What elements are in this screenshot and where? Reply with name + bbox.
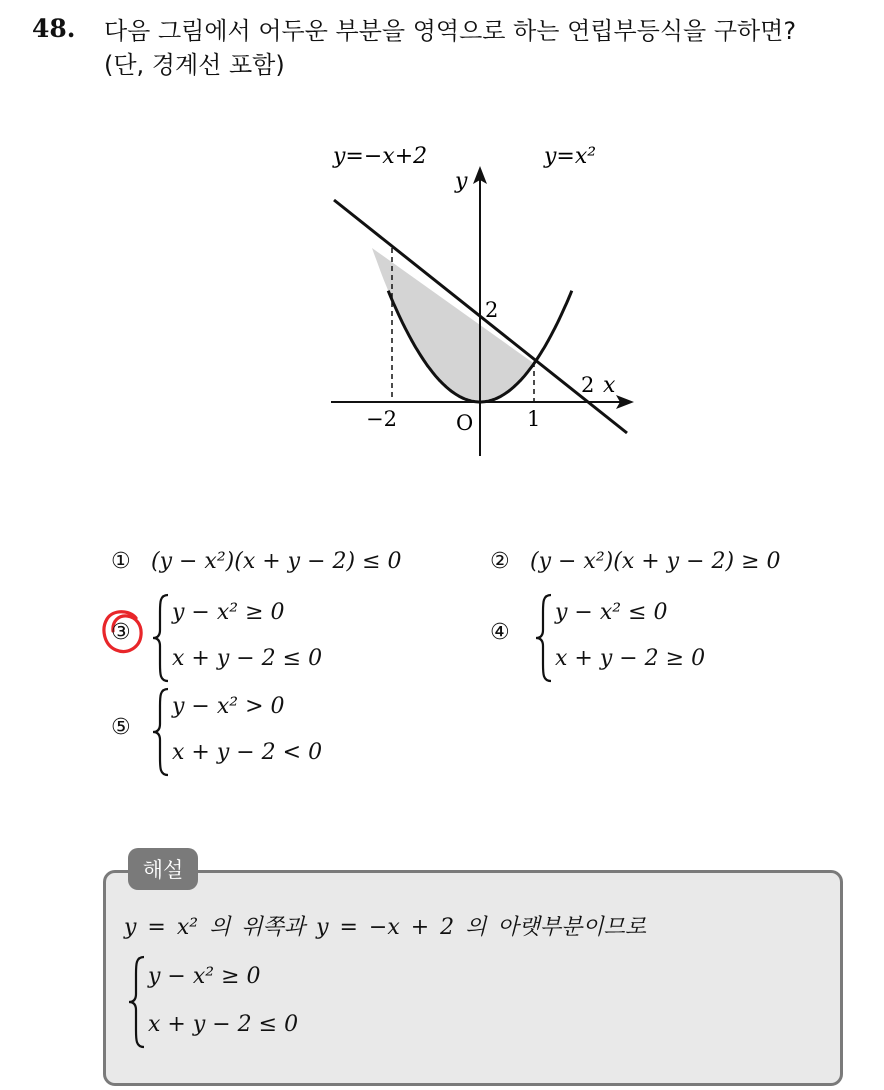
choice-4-line-1[interactable]: y − x² ≤ 0	[555, 600, 668, 625]
choice-3-line-2[interactable]: x + y − 2 ≤ 0	[172, 646, 323, 671]
explanation-tag: 해설	[128, 848, 198, 890]
choice-3-number[interactable]: ③	[111, 620, 131, 645]
choice-5-number[interactable]: ⑤	[111, 715, 131, 740]
graph-figure	[300, 130, 660, 470]
choice-5-line-2[interactable]: x + y − 2 < 0	[172, 740, 323, 765]
choice-5-brace	[150, 686, 172, 778]
choice-4-brace	[533, 592, 555, 684]
choice-2-text[interactable]: (y − x²)(x + y − 2) ≥ 0	[530, 549, 781, 574]
choice-5-line-1[interactable]: y − x² > 0	[172, 694, 285, 719]
choice-4-number[interactable]: ④	[490, 620, 510, 645]
choice-3-line-1[interactable]: y − x² ≥ 0	[172, 600, 285, 625]
label-parabola: y=x²	[544, 144, 597, 169]
label-line: y=−x+2	[333, 144, 428, 169]
choice-2-number[interactable]: ②	[490, 549, 510, 574]
explanation-sys-line-1: y − x² ≥ 0	[148, 964, 261, 989]
tick-origin: O	[456, 411, 474, 435]
tick-1: 1	[527, 407, 541, 431]
tick-y2: 2	[485, 298, 499, 322]
explanation-sys-line-2: x + y − 2 ≤ 0	[148, 1012, 299, 1037]
choice-3-brace	[150, 592, 172, 684]
tick-neg2: −2	[366, 407, 397, 431]
x-axis-label: x	[603, 373, 616, 398]
question-line-1: 다음 그림에서 어두운 부분을 영역으로 하는 연립부등식을 구하면?	[104, 17, 797, 45]
explanation-brace	[126, 954, 148, 1050]
explanation-line-1: y = x² 의 위쪽과 y = −x + 2 의 아랫부분이므로	[124, 915, 647, 940]
question-line-2: (단, 경계선 포함)	[104, 51, 285, 79]
choice-4-line-2[interactable]: x + y − 2 ≥ 0	[555, 646, 706, 671]
choice-1-number[interactable]: ①	[111, 549, 131, 574]
tick-x2: 2	[581, 373, 595, 397]
question-text	[104, 14, 796, 82]
choice-1-text[interactable]: (y − x²)(x + y − 2) ≤ 0	[151, 549, 402, 574]
y-axis-label: y	[455, 169, 468, 194]
question-number: 48.	[32, 14, 76, 43]
shaded-region	[372, 248, 534, 402]
